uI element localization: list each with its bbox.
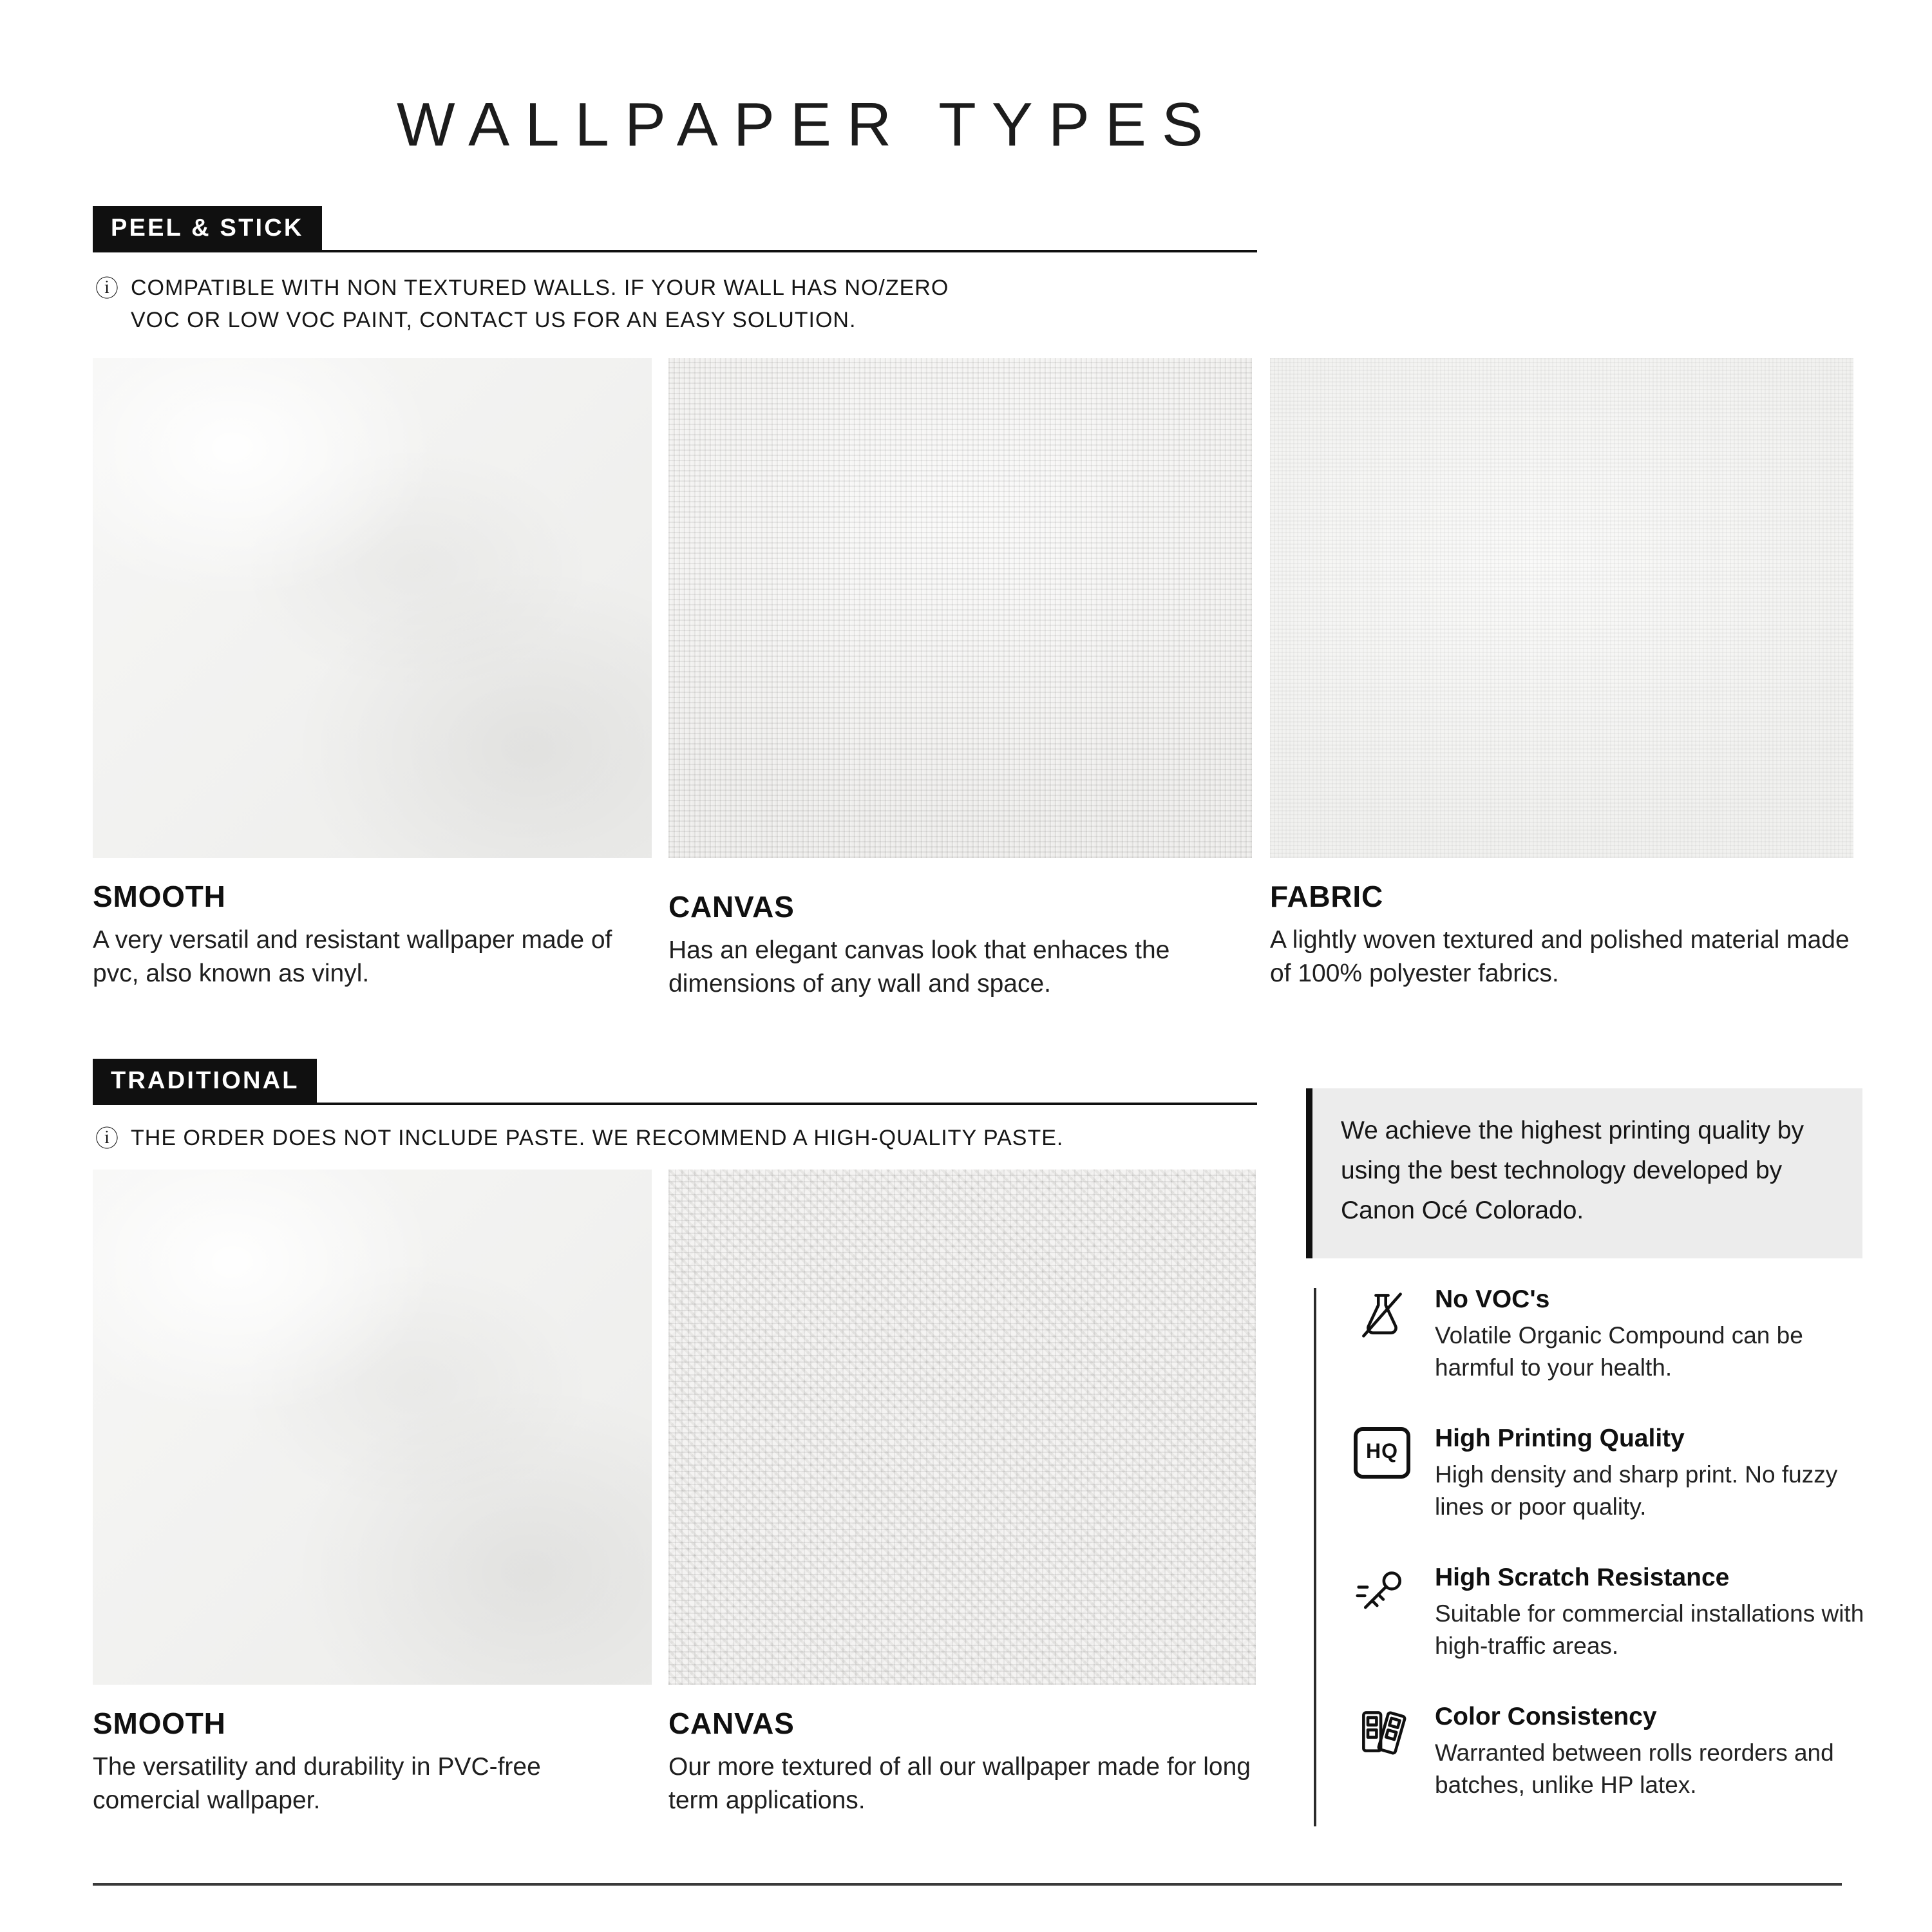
printing-quality-callout: We achieve the highest printing quality by using the best technology developed by Canon Océ Colorado. xyxy=(1306,1088,1862,1258)
color-swatch-icon xyxy=(1352,1703,1412,1802)
features-divider-line xyxy=(1314,1288,1316,1826)
feature-title: No VOC's xyxy=(1435,1285,1550,1314)
feature-title: High Printing Quality xyxy=(1435,1424,1685,1453)
card-title: SMOOTH xyxy=(93,880,226,913)
info-icon: ⓘ xyxy=(95,276,119,301)
feature-desc: Volatile Organic Compound can be harmful to your health. xyxy=(1435,1321,1803,1381)
card-peel-canvas xyxy=(668,358,1252,1001)
traditional-note-text: THE ORDER DOES NOT INCLUDE PASTE. WE RECOMMEND A HIGH-QUALITY PASTE. xyxy=(131,1126,1064,1150)
peel-note-line1: COMPATIBLE WITH NON TEXTURED WALLS. IF YOUR WALL HAS NO/ZERO xyxy=(131,276,949,300)
feature-desc: Suitable for commercial installations with high-traffic areas. xyxy=(1435,1599,1864,1659)
info-icon: ⓘ xyxy=(95,1126,119,1151)
feature-text xyxy=(1435,1703,1865,1802)
swatch-traditional-canvas xyxy=(668,1170,1256,1685)
feature-desc: High density and sharp print. No fuzzy lines or poor quality. xyxy=(1435,1460,1838,1520)
feature-no-voc xyxy=(1352,1285,1865,1385)
card-peel-fabric xyxy=(1270,358,1853,991)
bottom-rule xyxy=(93,1883,1842,1886)
card-traditional-canvas xyxy=(668,1170,1256,1818)
feature-high-scratch-resistance xyxy=(1352,1564,1865,1663)
swatch-peel-fabric xyxy=(1270,358,1853,858)
card-traditional-smooth xyxy=(93,1170,652,1818)
card-desc: A very versatil and resistant wallpaper made of pvc, also known as vinyl. xyxy=(93,926,612,989)
feature-high-printing-quality xyxy=(1352,1425,1865,1524)
hq-icon xyxy=(1352,1425,1412,1524)
hq-badge: HQ xyxy=(1354,1427,1410,1479)
features-list xyxy=(1352,1285,1865,1842)
peel-note xyxy=(95,273,1074,337)
traditional-note xyxy=(95,1123,1255,1155)
feature-title: High Scratch Resistance xyxy=(1435,1563,1730,1592)
section-label-traditional: TRADITIONAL xyxy=(93,1059,317,1104)
feature-text xyxy=(1435,1425,1865,1524)
feature-desc: Warranted between rolls reorders and batches, unlike HP latex. xyxy=(1435,1738,1834,1798)
card-desc: A lightly woven textured and polished material made of 100% polyester fabrics. xyxy=(1270,926,1850,989)
scratch-resistance-icon xyxy=(1352,1564,1412,1663)
card-desc: Has an elegant canvas look that enhaces the dimensions of any wall and space. xyxy=(668,936,1170,999)
swatch-traditional-smooth xyxy=(93,1170,652,1685)
feature-title: Color Consistency xyxy=(1435,1702,1657,1731)
feature-text xyxy=(1435,1285,1865,1385)
swatch-peel-smooth xyxy=(93,358,652,858)
card-desc: Our more textured of all our wallpaper made for long term applications. xyxy=(668,1753,1251,1815)
card-title: CANVAS xyxy=(668,890,795,923)
card-title: FABRIC xyxy=(1270,880,1384,913)
card-peel-smooth xyxy=(93,358,652,991)
section-label-peel-stick: PEEL & STICK xyxy=(93,206,322,251)
feature-text xyxy=(1435,1564,1865,1663)
card-title: CANVAS xyxy=(668,1707,795,1740)
card-title: SMOOTH xyxy=(93,1707,226,1740)
feature-color-consistency xyxy=(1352,1703,1865,1802)
no-voc-icon xyxy=(1352,1285,1412,1385)
page-title: WALLPAPER TYPES xyxy=(397,91,1218,160)
card-desc: The versatility and durability in PVC-free comercial wallpaper. xyxy=(93,1753,541,1815)
swatch-peel-canvas xyxy=(668,358,1252,858)
peel-note-text xyxy=(131,273,949,337)
peel-note-line2: VOC OR LOW VOC PAINT, CONTACT US FOR AN EASY SOLUTION. xyxy=(131,307,857,332)
